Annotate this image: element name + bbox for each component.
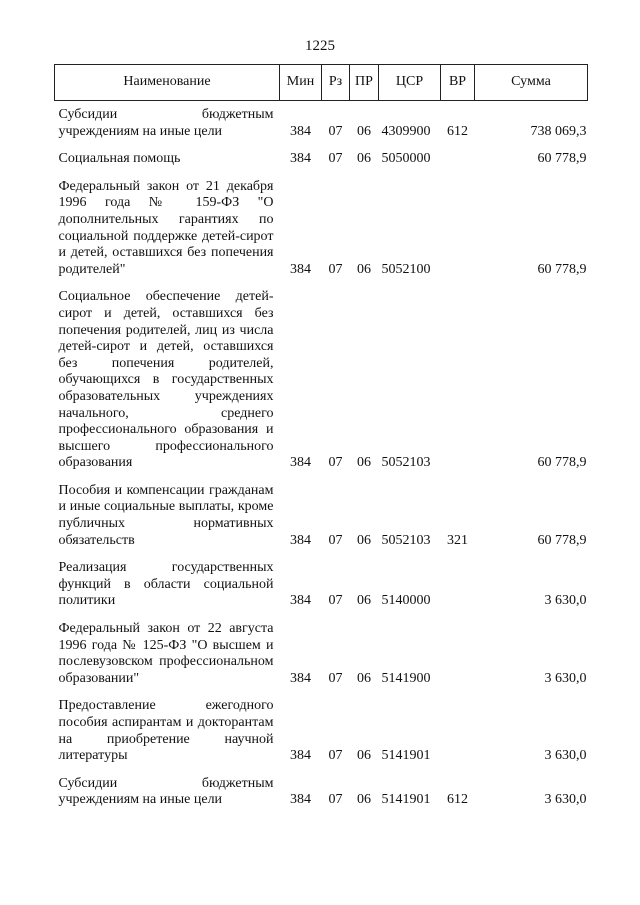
row-csr: 5050000 <box>381 151 431 167</box>
row-vr: 612 <box>447 123 468 139</box>
row-vr <box>441 283 475 477</box>
header-min: Мин <box>280 65 322 101</box>
row-name: Федеральный закон от 22 августа 1996 года № 125-ФЗ "О высшем и послевузовском профессиональном образовании" <box>58 621 274 686</box>
table-row <box>55 770 588 814</box>
row-pr: 06 <box>357 261 371 277</box>
row-rz: 07 <box>328 261 343 277</box>
row-vr <box>441 554 475 615</box>
row-csr: 4309900 <box>381 123 431 139</box>
row-csr: 5141901 <box>381 792 431 808</box>
row-rz: 07 <box>328 455 343 471</box>
table-row <box>55 554 588 615</box>
row-sum: 60 778,9 <box>537 261 587 277</box>
row-min: 384 <box>290 151 311 167</box>
page-number: 1225 <box>305 38 335 54</box>
row-rz: 07 <box>328 670 343 686</box>
row-sum: 60 778,9 <box>537 532 587 548</box>
row-vr: 612 <box>447 792 468 808</box>
table-row <box>55 615 588 692</box>
row-vr <box>441 615 475 692</box>
row-sum: 3 630,0 <box>544 593 587 609</box>
table-row <box>55 101 588 146</box>
row-sum: 60 778,9 <box>537 455 587 471</box>
row-csr: 5052103 <box>381 532 431 548</box>
row-rz: 07 <box>328 151 343 167</box>
header-name: Наименование <box>55 65 280 101</box>
row-pr: 06 <box>357 792 371 808</box>
row-name: Субсидии бюджетным учреждениям на иные цели <box>58 107 274 139</box>
row-name: Предоставление ежегодного пособия аспирантам и докторантам на приобретение научной литературы <box>58 698 274 764</box>
row-min: 384 <box>290 261 311 277</box>
row-name: Пособия и компенсации гражданам и иные социальные выплаты, кроме публичных нормативных обязательств <box>58 482 274 548</box>
row-csr: 5140000 <box>381 593 431 609</box>
header-csr: ЦСР <box>379 65 441 101</box>
row-vr <box>441 145 475 173</box>
row-csr: 5052103 <box>381 455 431 471</box>
row-vr: 321 <box>447 532 468 548</box>
row-sum: 60 778,9 <box>537 151 587 167</box>
row-vr <box>441 692 475 769</box>
row-min: 384 <box>290 670 311 686</box>
table-row <box>55 173 588 284</box>
row-min: 384 <box>290 455 311 471</box>
table-row <box>55 283 588 477</box>
row-name: Федеральный закон от 21 декабря 1996 года № 159-ФЗ "О дополнительных гарантиях по социальной поддержке детей-сирот и детей, оставшихся без попечения родителей" <box>58 178 274 277</box>
table-row <box>55 692 588 769</box>
row-sum: 3 630,0 <box>544 792 587 808</box>
row-pr: 06 <box>357 670 371 686</box>
row-pr: 06 <box>357 748 371 764</box>
header-sum: Сумма <box>475 65 588 101</box>
row-csr: 5052100 <box>381 261 431 277</box>
row-min: 384 <box>290 792 311 808</box>
row-sum: 738 069,3 <box>530 123 587 139</box>
row-name: Социальная помощь <box>58 151 181 167</box>
row-rz: 07 <box>328 123 343 139</box>
row-min: 384 <box>290 532 311 548</box>
header-rz: Рз <box>322 65 350 101</box>
row-csr: 5141901 <box>381 748 431 764</box>
row-pr: 06 <box>357 593 371 609</box>
row-pr: 06 <box>357 532 371 548</box>
row-vr <box>441 173 475 284</box>
row-sum: 3 630,0 <box>544 748 587 764</box>
row-pr: 06 <box>357 123 371 139</box>
row-rz: 07 <box>328 593 343 609</box>
row-min: 384 <box>290 593 311 609</box>
row-name: Социальное обеспечение детей-сирот и детей, оставшихся без попечения родителей, лиц из числа детей-сирот и детей, оставшихся без попечения родителей, обучающихся в государственных образовательных учреждениях начального, среднего профессионального образования и высшего профессионального образования <box>58 289 274 471</box>
row-min: 384 <box>290 748 311 764</box>
row-pr: 06 <box>357 151 371 167</box>
row-pr: 06 <box>357 455 371 471</box>
header-pr: ПР <box>350 65 379 101</box>
row-sum: 3 630,0 <box>544 670 587 686</box>
budget-table <box>54 64 588 814</box>
table-header-row <box>55 65 588 101</box>
row-rz: 07 <box>328 792 343 808</box>
table-row <box>55 477 588 554</box>
row-name: Реализация государственных функций в области социальной политики <box>58 560 274 609</box>
row-csr: 5141900 <box>381 670 431 686</box>
row-rz: 07 <box>328 748 343 764</box>
row-min: 384 <box>290 123 311 139</box>
table-row <box>55 145 588 173</box>
row-rz: 07 <box>328 532 343 548</box>
row-name: Субсидии бюджетным учреждениям на иные цели <box>58 775 274 808</box>
header-vr: ВР <box>441 65 475 101</box>
